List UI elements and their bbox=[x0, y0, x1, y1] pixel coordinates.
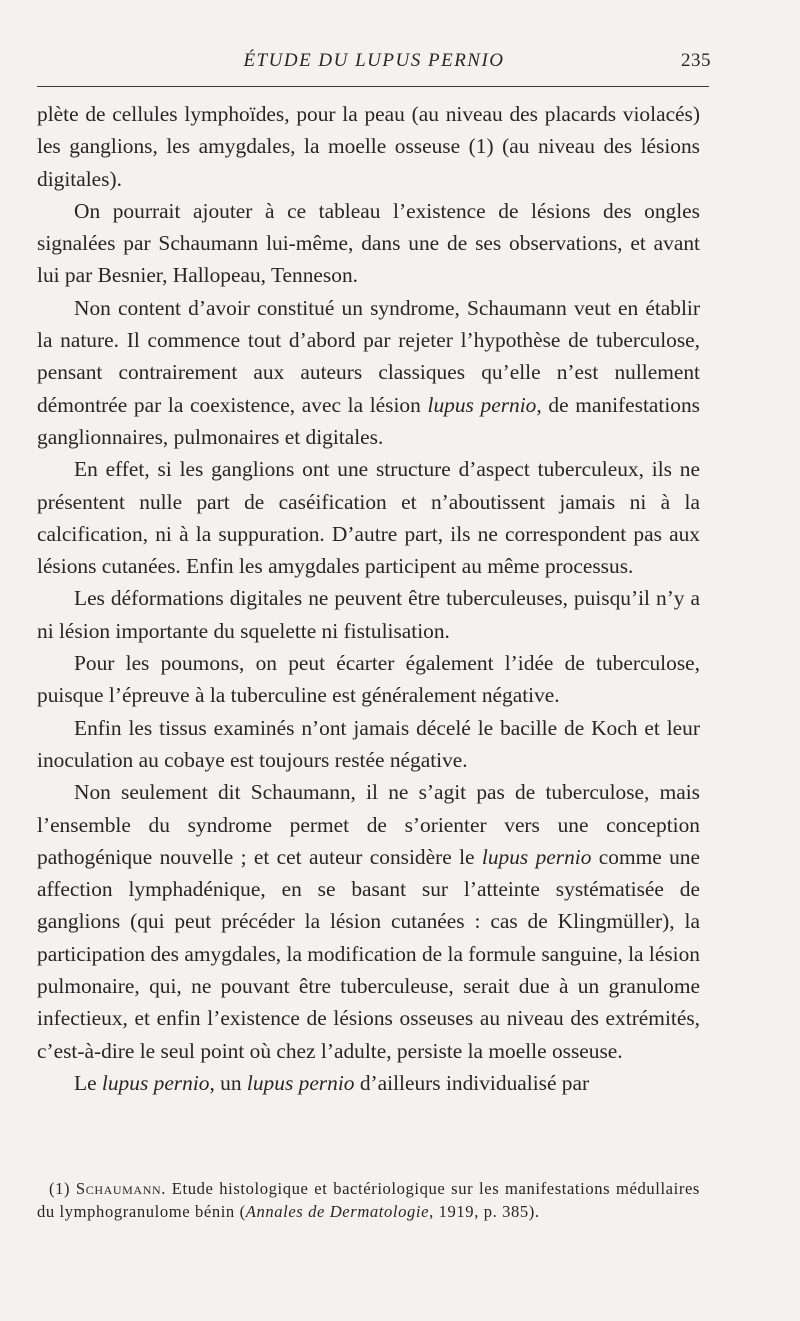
body-text bbox=[37, 98, 700, 1099]
text-run: Les déformations digitales ne peuvent être tuberculeuses, puisqu’il n’y a ni lésion importante du squelette ni fistulisation. bbox=[37, 586, 700, 643]
paragraph bbox=[37, 195, 700, 292]
journal-title: Annales de Dermatologie bbox=[245, 1202, 430, 1221]
author-name: Schaumann bbox=[75, 1179, 162, 1198]
text-run: Le bbox=[74, 1070, 102, 1095]
text-run: Enfin les tissus examinés n’ont jamais décelé le bacille de Koch et leur inoculation au cobaye est toujours restée négative. bbox=[37, 715, 700, 772]
paragraph bbox=[37, 712, 700, 777]
footnotes bbox=[37, 1177, 700, 1223]
header-rule bbox=[37, 86, 709, 87]
text-run: , un bbox=[209, 1070, 247, 1095]
text-run: Non seulement dit Schaumann, il ne s’agit pas de tuberculose, mais l’ensemble du syndrome permet de s’orienter vers une conception pathogénique nouvelle ; et cet auteur considère le bbox=[37, 780, 700, 869]
text-run: . Etude histologique et bactériologique sur les manifestations médullaires du lymphogranulome bénin ( bbox=[37, 1179, 700, 1221]
text-run: , de manifestations ganglionnaires, pulmonaires et digitales. bbox=[37, 392, 700, 449]
italic-term: lupus pernio bbox=[101, 1070, 210, 1095]
text-run: Pour les poumons, on peut écarter également l’idée de tuberculose, puisque l’épreuve à la tuberculine est généralement négative. bbox=[37, 651, 700, 708]
page-number: 235 bbox=[681, 50, 711, 71]
text-run: d’ailleurs individualisé par bbox=[354, 1070, 590, 1095]
footnote bbox=[37, 1177, 700, 1223]
text-run: Non content d’avoir constitué un syndrome, Schaumann veut en établir la nature. Il commence tout d’abord par rejeter l’hypothèse de tuberculose, pensant contrairement aux auteurs classiques qu’elle n’est nullement démontrée par la coexistence, avec la lésion bbox=[37, 295, 700, 417]
paragraph bbox=[37, 647, 700, 712]
paragraph bbox=[37, 582, 700, 647]
paragraph bbox=[37, 1067, 700, 1099]
paragraph bbox=[37, 453, 700, 582]
text-run: plète de cellules lymphoïdes, pour la peau (au niveau des placards violacés) les ganglions, les amygdales, la moelle osseuse (1) (au niveau des lésions digitales). bbox=[37, 102, 700, 191]
text-run: (1) bbox=[49, 1179, 76, 1198]
italic-term: lupus pernio bbox=[246, 1070, 355, 1095]
italic-term: lupus pernio bbox=[481, 844, 592, 869]
italic-term: lupus pernio bbox=[427, 392, 537, 417]
text-run: En effet, si les ganglions ont une structure d’aspect tuberculeux, ils ne présentent nulle part de caséification et n’aboutissent jamais ni à la calcification, ni à la suppuration. D’autre part, ils ne correspondent pas aux lésions cutanées. Enfin les amygdales participent au même processus. bbox=[37, 457, 700, 579]
paragraph bbox=[37, 292, 700, 453]
text-run: , 1919, p. 385). bbox=[429, 1202, 540, 1221]
running-head bbox=[37, 50, 711, 76]
text-run: comme une affection lymphadénique, en se basant sur l’atteinte systématisée de ganglions (qui peut précéder la lésion cutanées : cas de Klingmüller), la participation des amygdales, la modification de la formule sanguine, la lésion pulmonaire, qui, ne pouvant être tuberculeuse, serait due à un granulome infectieux, et enfin l’existence de lésions osseuses au niveau des extrémités, c’est-à-dire le seul point où chez l’adulte, persiste la moelle osseuse. bbox=[37, 844, 700, 1063]
paragraph bbox=[37, 98, 700, 195]
text-run: On pourrait ajouter à ce tableau l’existence de lésions des ongles signalées par Schaumann lui-même, dans une de ses observations, et avant lui par Besnier, Hallopeau, Tenneson. bbox=[37, 198, 700, 288]
paragraph bbox=[37, 776, 700, 1067]
running-title: ÉTUDE DU LUPUS PERNIO bbox=[243, 50, 505, 71]
